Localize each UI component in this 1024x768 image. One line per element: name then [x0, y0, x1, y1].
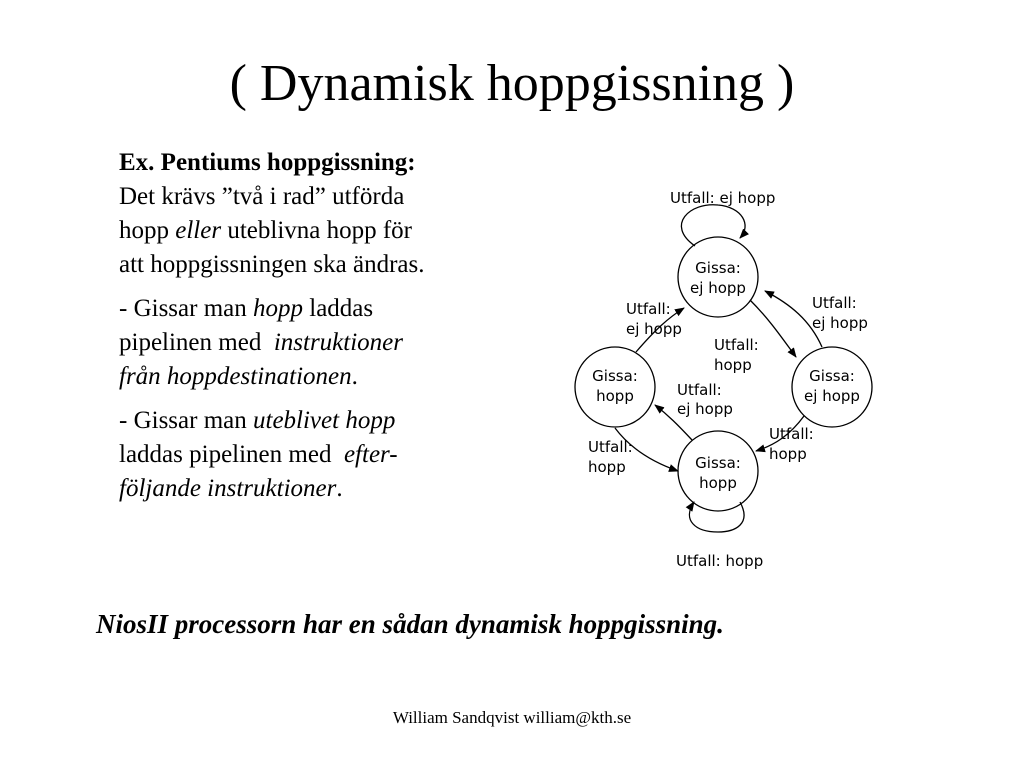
para3-italic-foljande: följande instruktioner: [119, 475, 337, 502]
para1-line-b-post: uteblivna hopp för: [221, 217, 413, 244]
state-left-line1: Gissa:: [592, 367, 638, 385]
state-right: [792, 347, 872, 427]
state-top-line2: ej hopp: [690, 279, 746, 297]
para2-italic-destination: från hoppdestinationen: [119, 363, 352, 390]
label-right-to-bottom-line1: Utfall:: [769, 425, 814, 443]
para2-italic-instruktioner: instruktioner: [273, 329, 403, 356]
paragraph-uteblivet: [119, 404, 559, 506]
state-bottom-line1: Gissa:: [695, 454, 741, 472]
label-left-to-bottom-line1: Utfall:: [588, 438, 633, 456]
label-left-to-top-line2: ej hopp: [626, 320, 682, 338]
state-left-line2: hopp: [596, 387, 634, 405]
para3-italic-uteblivet: uteblivet hopp: [253, 407, 396, 434]
para2-italic-hopp: hopp: [253, 295, 303, 322]
label-bottom-to-left-line2: ej hopp: [677, 400, 733, 418]
label-right-to-bottom-line2: hopp: [769, 445, 807, 463]
para3-end: .: [336, 475, 343, 502]
state-right-line2: ej hopp: [804, 387, 860, 405]
state-top-circle: [678, 237, 758, 317]
label-top-to-right-line1: Utfall:: [714, 336, 759, 354]
para3-pre: - Gissar man: [119, 407, 253, 434]
state-bottom-line2: hopp: [699, 474, 737, 492]
example-heading: Ex. Pentiums hoppgissning:: [119, 149, 416, 176]
paragraph-hopp: [119, 292, 559, 394]
para1-line-b-pre: hopp: [119, 217, 176, 244]
para3-italic-efter: efter-: [343, 441, 398, 468]
label-right-to-top-line1: Utfall:: [812, 294, 857, 312]
author-credit: William Sandqvist william@kth.se: [392, 708, 632, 727]
label-bottom-to-left-line1: Utfall:: [677, 381, 722, 399]
niosii-note: NiosII processorn har en sådan dynamisk hoppgissning.: [96, 609, 724, 639]
para2-line-b: pipelinen med: [119, 329, 274, 356]
para1-line-a: Det krävs ”två i rad” utförda: [119, 183, 405, 210]
para2-pre: - Gissar man: [119, 295, 253, 322]
para1-italic-eller: eller: [175, 217, 222, 244]
para1-line-c: att hoppgissningen ska ändras.: [119, 251, 425, 278]
state-top: [678, 237, 758, 317]
para2-mid: laddas: [303, 295, 374, 322]
label-bottom-self: Utfall: hopp: [676, 552, 764, 570]
state-left: [575, 347, 655, 427]
slide-body: [119, 146, 559, 516]
label-right-to-top-line2: ej hopp: [812, 314, 868, 332]
label-left-to-top-line1: Utfall:: [626, 300, 671, 318]
state-bottom: [678, 431, 758, 511]
state-top-line1: Gissa:: [695, 259, 741, 277]
label-top-self: Utfall: ej hopp: [670, 189, 776, 207]
branch-prediction-state-diagram: [560, 180, 890, 580]
para3-line-b: laddas pipelinen med: [119, 441, 344, 468]
label-top-to-right-line2: hopp: [714, 356, 752, 374]
paragraph-pentium: [119, 146, 559, 282]
para2-end: .: [351, 363, 358, 390]
state-right-line1: Gissa:: [809, 367, 855, 385]
slide-title: ( Dynamisk hoppgissning ): [229, 55, 795, 112]
label-left-to-bottom-line2: hopp: [588, 458, 626, 476]
